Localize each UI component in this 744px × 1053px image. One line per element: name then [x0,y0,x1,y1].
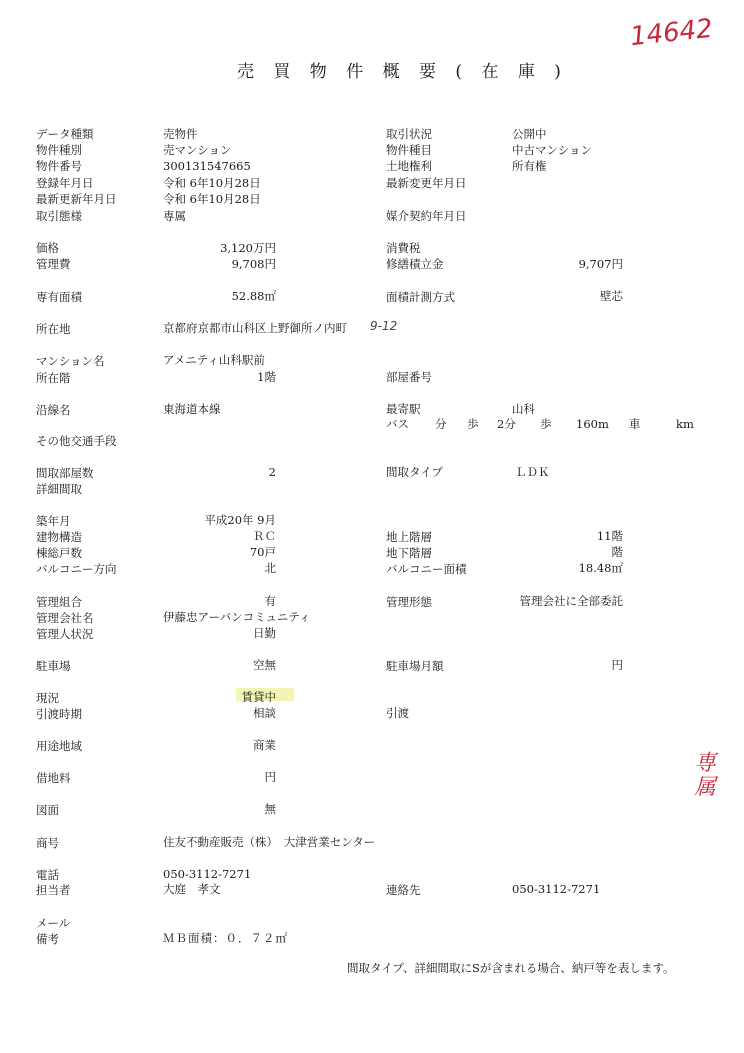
access-distance: 160m [576,417,609,431]
value-manager-status: 日勤 [253,626,276,640]
value-person: 大庭 孝文 [163,882,221,896]
label-brokerage-date: 媒介契約年月日 [386,209,467,223]
value-floors-below: 階 [611,545,623,559]
label-mansion-name: マンション名 [36,354,105,368]
label-handover: 引渡 [386,706,409,720]
document-title: 売 買 物 件 概 要 ( 在 庫 ) [237,62,568,82]
label-remarks: 備考 [36,932,59,946]
label-land-right: 土地権利 [386,159,432,173]
value-floors-above: 11階 [596,529,623,543]
value-land-lease: 円 [264,770,276,784]
label-floors-above: 地上階層 [386,530,432,544]
handwritten-address-suffix: 9-12 [370,319,398,333]
value-data-type: 売物件 [163,127,198,141]
label-manager-status: 管理人状況 [36,627,94,641]
label-updated: 最新更新年月日 [36,192,117,206]
value-trade-name: 住友不動産販売（株） 大津営業センター [163,835,376,849]
value-line: 東海道本線 [163,402,221,416]
access-walk-1: 歩 [467,417,479,431]
value-area-method: 壁芯 [600,289,623,303]
footnote: 間取タイプ、詳細間取にSが含まれる場合、納戸等を表します。 [347,961,675,975]
label-property-no: 物件番号 [36,159,82,173]
label-property-type: 物件種別 [36,143,82,157]
access-km: km [676,417,694,431]
value-balcony-area: 18.48㎡ [578,561,623,575]
label-zoning: 用途地域 [36,739,82,753]
label-land-lease: 借地料 [36,771,71,785]
label-floors-below: 地下階層 [386,546,432,560]
label-mail: メール [36,916,71,930]
label-other-transport: その他交通手段 [36,434,117,448]
label-handover-time: 引渡時期 [36,707,82,721]
handwritten-side-mark: 専属 [694,751,717,801]
label-balcony-direction: バルコニー方向 [36,562,117,576]
value-structure: ＲＣ [253,529,276,543]
value-floor: 1階 [257,370,276,384]
value-transaction: 専属 [163,209,186,223]
value-mgmt-company: 伊藤忠アーバンコミュニティ [163,610,311,624]
value-built: 平成20年 9月 [204,513,276,527]
label-parking-fee: 駐車場月額 [386,659,444,673]
label-person: 担当者 [36,883,71,897]
label-management-fee: 管理費 [36,257,71,271]
label-phone: 電話 [36,868,59,882]
label-mgmt-form: 管理形態 [386,595,432,609]
value-association: 有 [264,594,276,608]
label-balcony-area: バルコニー面積 [386,562,467,576]
access-bus-min: 分 [435,417,447,431]
value-trade-status: 公開中 [512,127,547,141]
label-price: 価格 [36,241,59,255]
value-mgmt-form: 管理会社に全部委託 [519,594,623,608]
label-mgmt-company: 管理会社名 [36,611,94,625]
value-station: 山科 [512,402,535,416]
value-area: 52.88㎡ [231,289,276,303]
value-registered: 令和 6年10月28日 [163,176,261,190]
label-transaction: 取引態様 [36,209,82,223]
label-built: 築年月 [36,514,71,528]
label-contact: 連絡先 [386,883,421,897]
value-property-type: 売マンション [163,143,232,157]
label-location: 所在地 [36,322,71,336]
label-data-type: データ種類 [36,127,94,141]
label-parking: 駐車場 [36,659,71,673]
value-repair-reserve: 9,707円 [578,257,623,271]
label-repair-reserve: 修繕積立金 [386,257,444,271]
value-phone: 050-3112-7271 [163,867,252,881]
label-category: 物件種目 [386,143,432,157]
label-floor: 所在階 [36,371,71,385]
label-tax: 消費税 [386,241,421,255]
label-area: 専有面積 [36,290,82,304]
label-last-change: 最新変更年月日 [386,176,467,190]
label-layout-detail: 詳細間取 [36,482,82,496]
value-layout-type: ＬＤＫ [515,465,550,479]
label-layout-type: 間取タイプ [386,465,443,479]
value-handover-time: 相談 [253,706,276,720]
label-total-units: 棟総戸数 [36,546,82,560]
value-contact: 050-3112-7271 [512,882,601,896]
access-bus: バス [386,417,409,431]
value-total-units: 70戸 [249,545,276,559]
label-area-method: 面積計測方式 [386,290,455,304]
label-association: 管理組合 [36,595,82,609]
value-location: 京都府京都市山科区上野御所ノ内町 [163,321,347,335]
access-walk-min: 2分 [497,417,516,431]
access-walk-2: 歩 [540,417,552,431]
value-mansion-name: アメニティ山科駅前 [163,353,265,367]
label-trade-name: 商号 [36,836,59,850]
value-zoning: 商業 [253,738,276,752]
handwritten-number: 14642 [628,13,715,53]
label-registered: 登録年月日 [36,176,94,190]
label-drawing: 図面 [36,803,59,817]
label-station: 最寄駅 [386,402,421,416]
access-car: 車 [629,417,641,431]
value-balcony-direction: 北 [264,561,276,575]
value-parking: 空無 [253,658,276,672]
label-line: 沿線名 [36,403,71,417]
label-trade-status: 取引状況 [386,127,432,141]
value-rooms: 2 [268,465,276,479]
value-management-fee: 9,708円 [231,257,276,271]
label-structure: 建物構造 [36,530,82,544]
value-land-right: 所有権 [512,159,547,173]
value-category: 中古マンション [512,143,592,157]
label-status: 現況 [36,691,59,705]
label-room-no: 部屋番号 [386,370,432,384]
label-rooms: 間取部屋数 [36,466,94,480]
value-updated: 令和 6年10月28日 [163,192,261,206]
value-status: 賃貸中 [241,690,276,704]
value-property-no: 300131547665 [163,159,251,173]
value-remarks: ＭＢ面積：０．７２㎡ [163,931,288,945]
value-price: 3,120万円 [220,241,276,255]
value-drawing: 無 [264,802,276,816]
value-parking-fee: 円 [611,658,623,672]
